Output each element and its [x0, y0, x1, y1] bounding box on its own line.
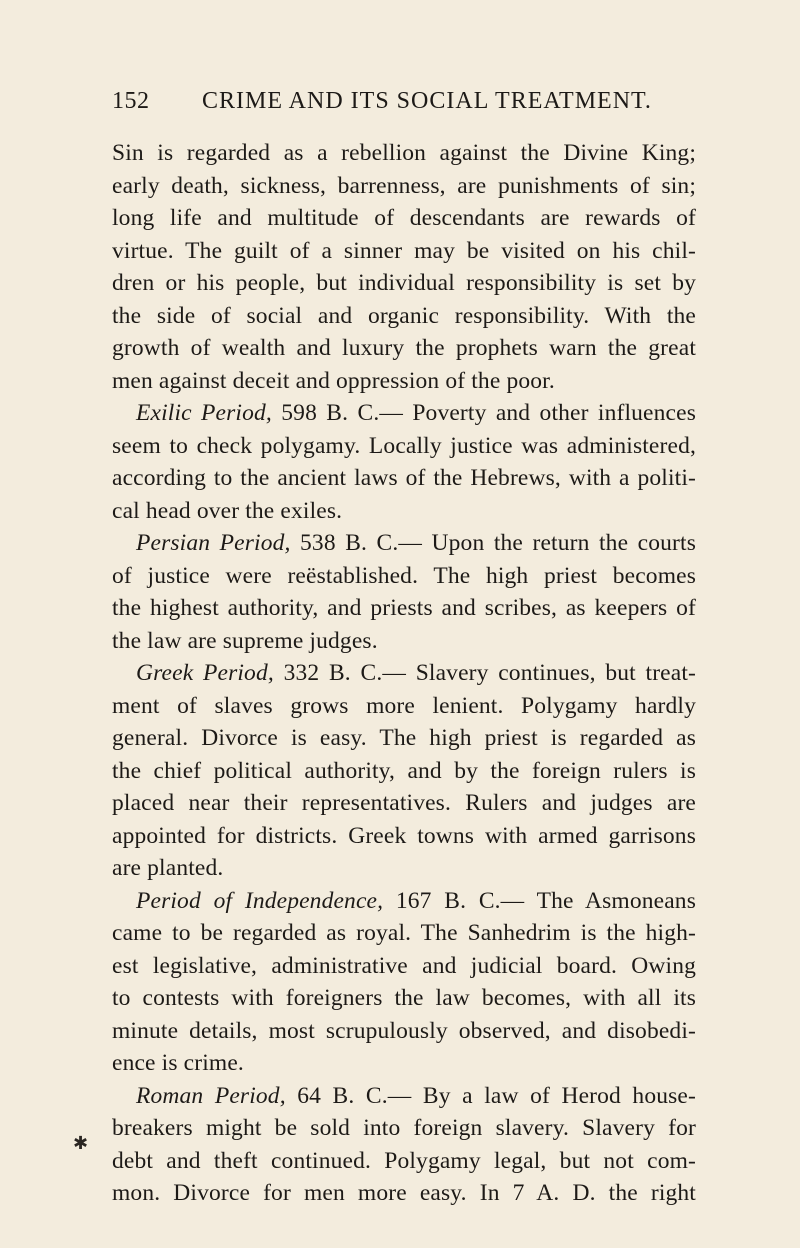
text-line [112, 820, 696, 853]
text-line [112, 625, 696, 658]
line-text: early death, sickness, barrenness, are punishments of sin; [112, 172, 696, 199]
line-text: virtue. The guilt of a sinner may be visited on his chil- [112, 237, 696, 264]
line-text: long life and multitude of descendants are rewards of [112, 205, 696, 231]
line-text: est legislative, administrative and judicial board. Owing [112, 952, 696, 979]
line-text: the chief political authority, and by the foreign rulers is [112, 757, 696, 784]
line-text: came to be regarded as royal. The Sanhedrim is the high- [112, 920, 696, 946]
line-text: the highest authority, and priests and scribes, as keepers of [112, 595, 696, 621]
running-title: CRIME AND ITS SOCIAL TREATMENT. [202, 88, 652, 114]
line-text: growth of wealth and luxury the prophets warn the great [112, 335, 696, 361]
line-text: 64 B. C.— By a law of Herod house- [285, 1082, 696, 1109]
text-line [112, 917, 696, 950]
line-text: 598 B. C.— Poverty and other influences [271, 400, 696, 426]
line-text: seem to check polygamy. Locally justice was administered, [112, 432, 696, 459]
text-line [112, 1080, 696, 1113]
section-heading: Exilic Period, [136, 400, 272, 426]
text-line [112, 365, 696, 398]
line-text: appointed for districts. Greek towns with armed garrisons [112, 822, 696, 849]
line-text: general. Divorce is easy. The high priest is regarded as [112, 725, 696, 751]
text-line [112, 495, 696, 528]
text-line [112, 885, 696, 918]
line-text: the law are supreme judges. [112, 627, 378, 654]
line-text: 538 B. C.— Upon the return the courts [290, 530, 696, 556]
line-text: cal head over the exiles. [112, 497, 343, 524]
page-header [112, 88, 702, 118]
page-number: 152 [112, 88, 150, 114]
line-text: ence is crime. [112, 1050, 244, 1076]
text-line [112, 527, 696, 560]
text-line [112, 722, 696, 755]
text-line [112, 397, 696, 430]
section-heading: Period of Independence, [136, 887, 384, 914]
text-line [112, 787, 696, 820]
text-line [112, 267, 696, 300]
line-text: according to the ancient laws of the Hebrews, with a politi- [112, 465, 696, 491]
text-line [112, 657, 696, 690]
line-text: of justice were reëstablished. The high priest becomes [112, 562, 696, 589]
text-line [112, 1145, 696, 1178]
line-text: breakers might be sold into foreign slavery. Slavery for [112, 1115, 696, 1141]
section-heading: Roman Period, [136, 1082, 286, 1109]
text-line [112, 137, 696, 170]
text-line [112, 690, 696, 723]
text-line [112, 982, 696, 1015]
section-heading: Persian Period, [136, 530, 291, 556]
line-text: placed near their representatives. Rulers and judges are [112, 790, 696, 816]
line-text: minute details, most scrupulously observed, and disobedi- [112, 1017, 696, 1044]
line-text: Sin is regarded as a rebellion against the Divine King; [112, 140, 696, 166]
line-text: dren or his people, but individual responsibility is set by [112, 270, 696, 296]
line-text: debt and theft continued. Polygamy legal, but not com- [112, 1147, 696, 1174]
line-text: are planted. [112, 855, 224, 881]
line-text: men against deceit and oppression of the poor. [112, 367, 555, 394]
text-line [112, 1047, 696, 1080]
text-line [112, 1015, 696, 1048]
text-line [112, 1177, 696, 1210]
text-line [112, 592, 696, 625]
text-line [112, 560, 696, 593]
text-line [112, 430, 696, 463]
text-line [112, 462, 696, 495]
text-line [112, 755, 696, 788]
line-text: the side of social and organic responsibility. With the [112, 302, 696, 329]
text-line [112, 202, 696, 235]
line-text: to contests with foreigners the law becomes, with all its [112, 985, 696, 1011]
margin-mark: ✱ [73, 1133, 89, 1153]
section-heading: Greek Period, [136, 660, 274, 686]
line-text: mon. Divorce for men more easy. In 7 A. D. the right [112, 1180, 696, 1206]
body-text [112, 137, 696, 1210]
text-line [112, 1112, 696, 1145]
line-text: ment of slaves grows more lenient. Polygamy hardly [112, 692, 696, 719]
text-line [112, 300, 696, 333]
line-text: 167 B. C.— The Asmoneans [383, 887, 696, 914]
text-line [112, 950, 696, 983]
text-line [112, 235, 696, 268]
text-line [112, 332, 696, 365]
text-line [112, 852, 696, 885]
text-line [112, 170, 696, 203]
line-text: 332 B. C.— Slavery continues, but treat- [273, 660, 696, 686]
